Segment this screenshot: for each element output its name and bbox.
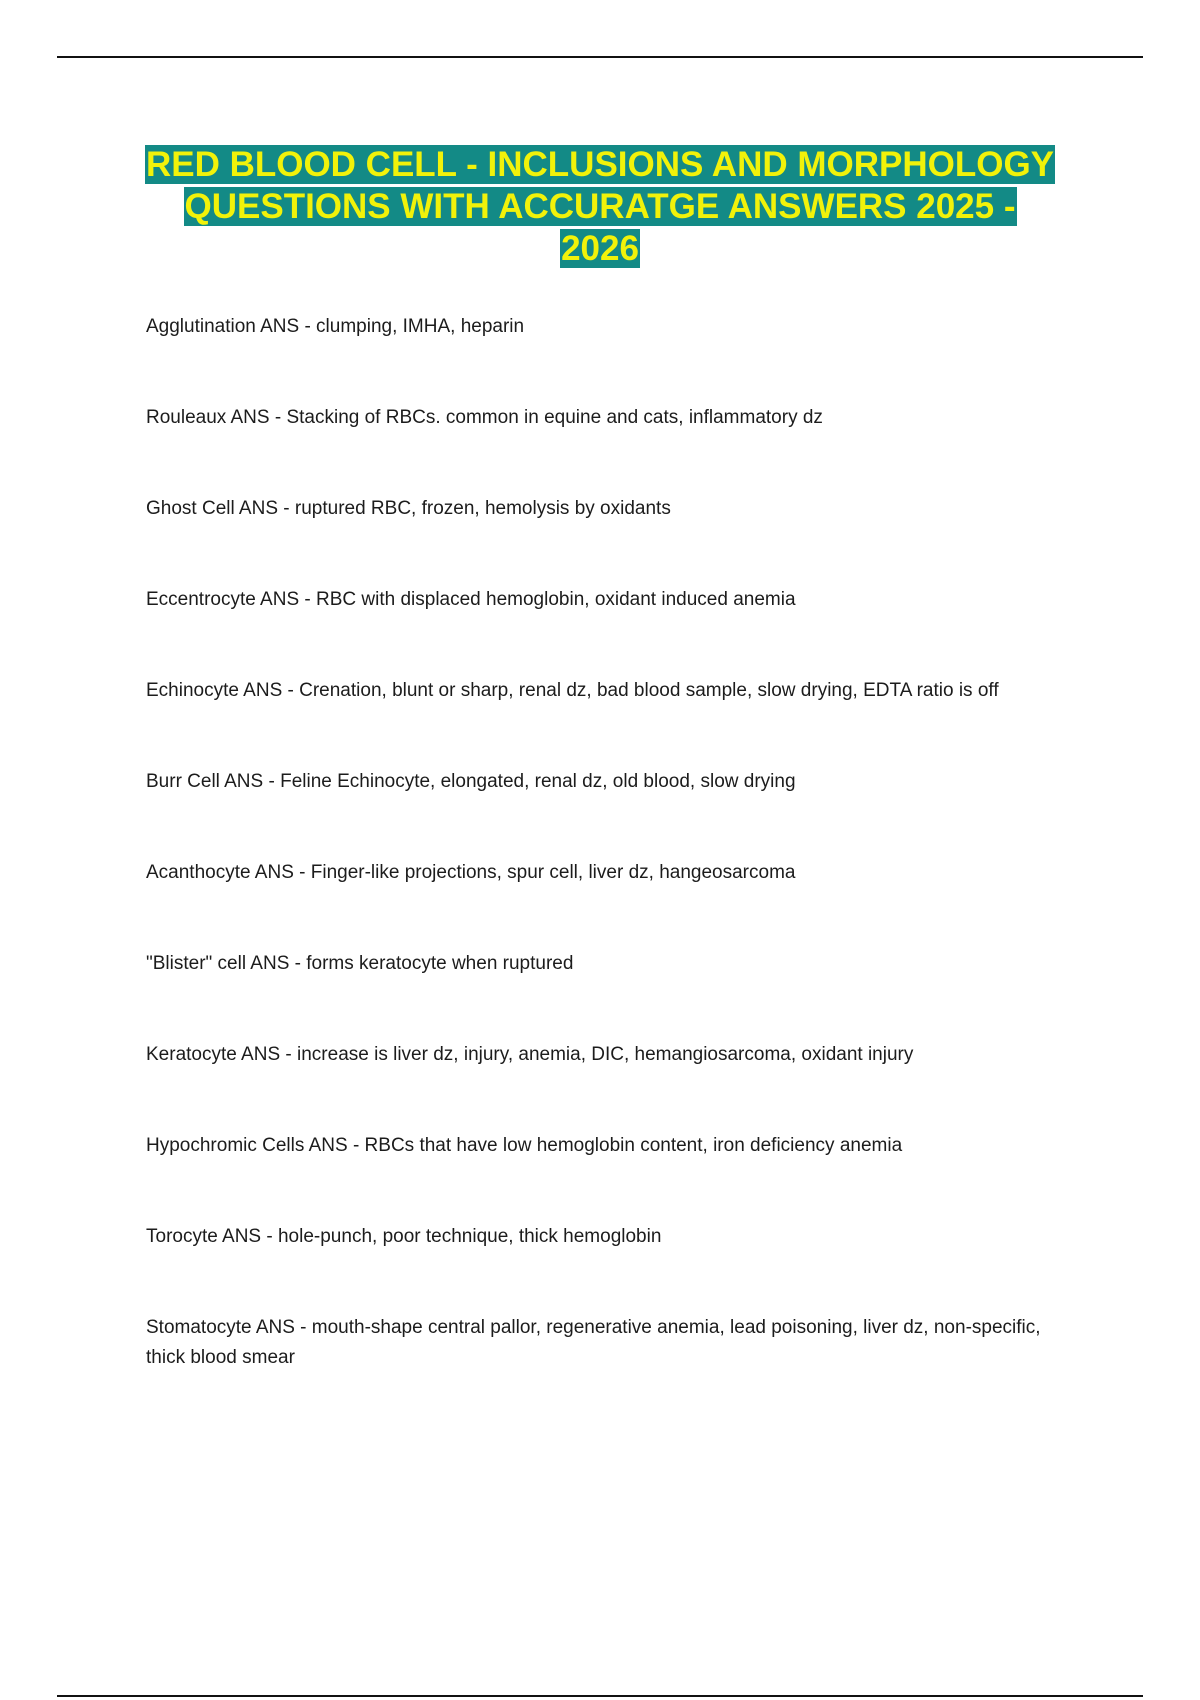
qa-list xyxy=(146,312,1046,1434)
qa-item-hypochromic-cells: Hypochromic Cells ANS - RBCs that have low hemoglobin content, iron deficiency anemia xyxy=(146,1135,903,1156)
qa-item-acanthocyte: Acanthocyte ANS - Finger-like projections, spur cell, liver dz, hangeosarcoma xyxy=(146,862,796,883)
bottom-rule xyxy=(57,1695,1143,1697)
title-line-2: QUESTIONS WITH ACCURATGE ANSWERS 2025 - xyxy=(184,187,1016,226)
qa-item-stomatocyte: Stomatocyte ANS - mouth-shape central pallor, regenerative anemia, lead poisoning, liver dz, non-specific, thick blood smear xyxy=(146,1317,1041,1368)
qa-item-echinocyte: Echinocyte ANS - Crenation, blunt or sharp, renal dz, bad blood sample, slow drying, EDTA ratio is off xyxy=(146,680,999,701)
qa-item-keratocyte: Keratocyte ANS - increase is liver dz, injury, anemia, DIC, hemangiosarcoma, oxidant injury xyxy=(146,1044,914,1065)
qa-item-rouleaux: Rouleaux ANS - Stacking of RBCs. common in equine and cats, inflammatory dz xyxy=(146,407,823,428)
qa-item-ghost-cell: Ghost Cell ANS - ruptured RBC, frozen, hemolysis by oxidants xyxy=(146,498,671,519)
title-line-1: RED BLOOD CELL - INCLUSIONS AND MORPHOLOGY xyxy=(145,145,1055,184)
title-line-3: 2026 xyxy=(561,229,639,268)
document-title xyxy=(60,144,1140,270)
top-rule xyxy=(57,56,1143,58)
qa-item-torocyte: Torocyte ANS - hole-punch, poor technique, thick hemoglobin xyxy=(146,1226,662,1247)
qa-item-eccentrocyte: Eccentrocyte ANS - RBC with displaced hemoglobin, oxidant induced anemia xyxy=(146,589,796,610)
qa-item-burr-cell: Burr Cell ANS - Feline Echinocyte, elongated, renal dz, old blood, slow drying xyxy=(146,771,796,792)
qa-item-blister-cell: "Blister" cell ANS - forms keratocyte when ruptured xyxy=(146,953,574,974)
qa-item-agglutination: Agglutination ANS - clumping, IMHA, heparin xyxy=(146,316,525,337)
